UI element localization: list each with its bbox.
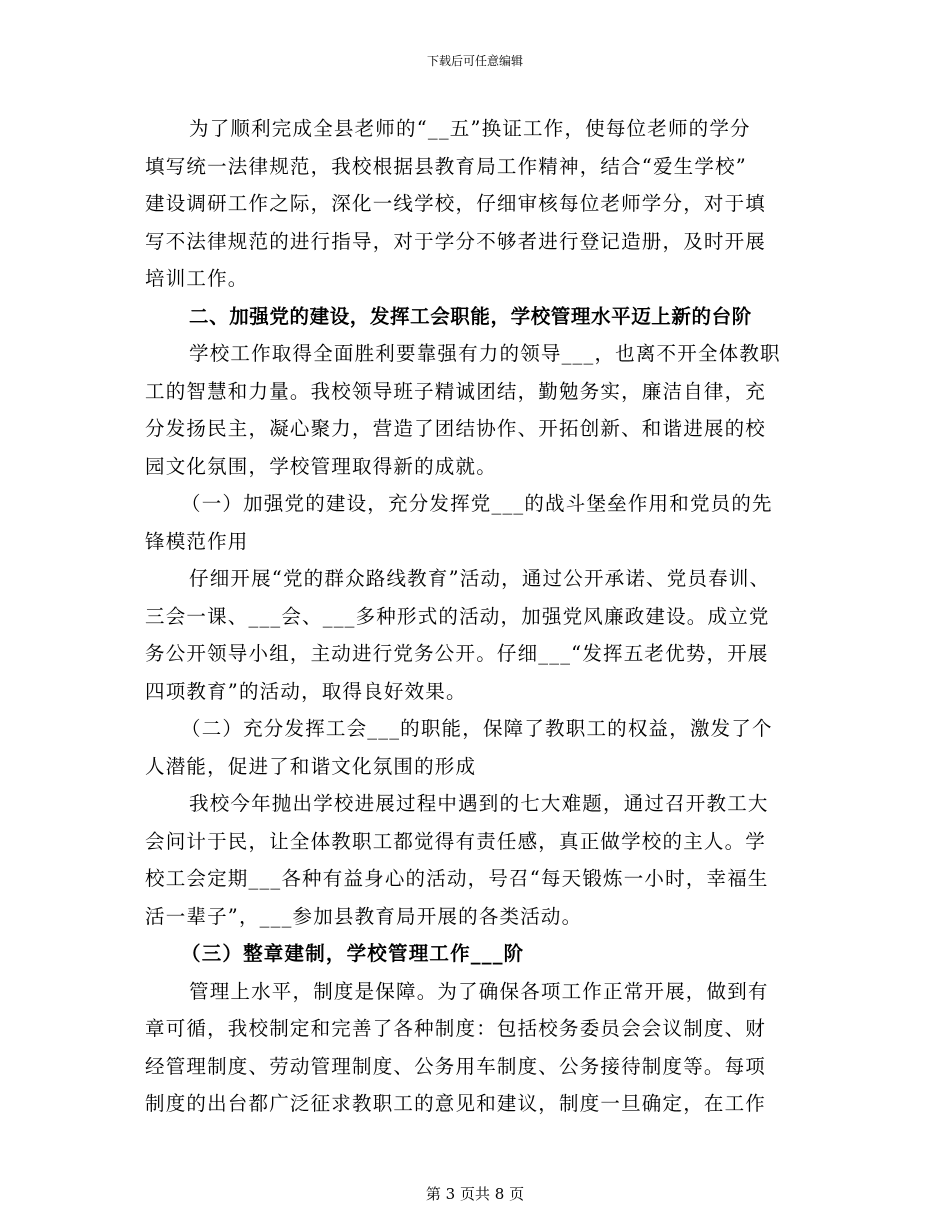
- text-line: 写不法律规范的进行指导，对于学分不够者进行登记造册，及时开展: [145, 229, 767, 253]
- text-line: 分发扬民主，凝心聚力，营造了团结协作、开拓创新、和谐进展的校: [145, 417, 767, 440]
- paragraph-2: [145, 335, 805, 485]
- paragraph-4: [145, 785, 805, 935]
- subheading-1: [145, 485, 805, 560]
- section-heading-2: 二、加强党的建设，发挥工会职能，学校管理水平迈上新的台阶: [189, 304, 752, 328]
- text-line: 为了顺利完成全县老师的“__五”换证工作，使每位老师的学分: [189, 117, 751, 140]
- text-line: 我校今年抛出学校进展过程中遇到的七大难题，通过召开教工大: [189, 792, 769, 815]
- paragraph-3: [145, 560, 805, 710]
- paragraph-1: [145, 110, 805, 298]
- text-line: 三会一课、___会、___多种形式的活动，加强党风廉政建设。成立党: [145, 604, 770, 628]
- text-line: 校工会定期___各种有益身心的活动，号召“每天锻炼一小时，幸福生: [145, 867, 769, 890]
- text-line: 培训工作。: [145, 267, 249, 290]
- text-line: 建设调研工作之际，深化一线学校，仔细审核每位老师学分，对于填: [145, 192, 767, 215]
- page-footer: 第 3 页共 8 页: [425, 1185, 525, 1203]
- page-header: 下载后可任意编辑: [426, 54, 523, 68]
- text-line: 填写统一法律规范，我校根据县教育局工作精神，结合“爱生学校”: [145, 154, 747, 178]
- text-line: 学校工作取得全面胜利要靠强有力的领导___，也离不开全体教职: [189, 342, 781, 365]
- subheading-3: （三）整章建制，学校管理工作___阶: [181, 942, 525, 965]
- text-line: 仔细开展“党的群众路线教育”活动，通过公开承诺、党员春训、: [189, 567, 771, 590]
- text-line: 会问计于民，让全体教职工都觉得有责任感，真正做学校的主人。学: [145, 829, 767, 853]
- paragraph-5: [145, 973, 805, 1123]
- text-line: （一）加强党的建设，充分发挥党___的战斗堡垒作用和党员的先: [181, 492, 773, 515]
- text-line: （二）充分发挥工会___的职能，保障了教职工的权益，激发了个: [181, 717, 773, 740]
- text-line: 章可循，我校制定和完善了各种制度：包括校务委员会会议制度、财: [145, 1017, 767, 1040]
- text-line: 人潜能，促进了和谐文化氛围的形成: [145, 754, 477, 778]
- text-line: 四项教育”的活动，取得良好效果。: [145, 679, 467, 703]
- text-line: 管理上水平，制度是保障。为了确保各项工作正常开展，做到有: [189, 979, 769, 1003]
- page-body: [145, 110, 805, 1123]
- text-line: 园文化氛围，学校管理取得新的成就。: [145, 454, 497, 478]
- text-line: 制度的出台都广泛征求教职工的意见和建议，制度一旦确定，在工作: [145, 1092, 767, 1115]
- subheading-2: [145, 710, 805, 785]
- text-line: 活一辈子”，___参加县教育局开展的各类活动。: [145, 904, 583, 928]
- text-line: 锋模范作用: [145, 529, 249, 553]
- text-line: 经管理制度、劳动管理制度、公务用车制度、公务接待制度等。每项: [145, 1054, 767, 1078]
- text-line: 工的智慧和力量。我校领导班子精诚团结，勤勉务实，廉洁自律，充: [145, 379, 767, 403]
- text-line: 务公开领导小组，主动进行党务公开。仔细___“发挥五老优势，开展: [145, 642, 769, 665]
